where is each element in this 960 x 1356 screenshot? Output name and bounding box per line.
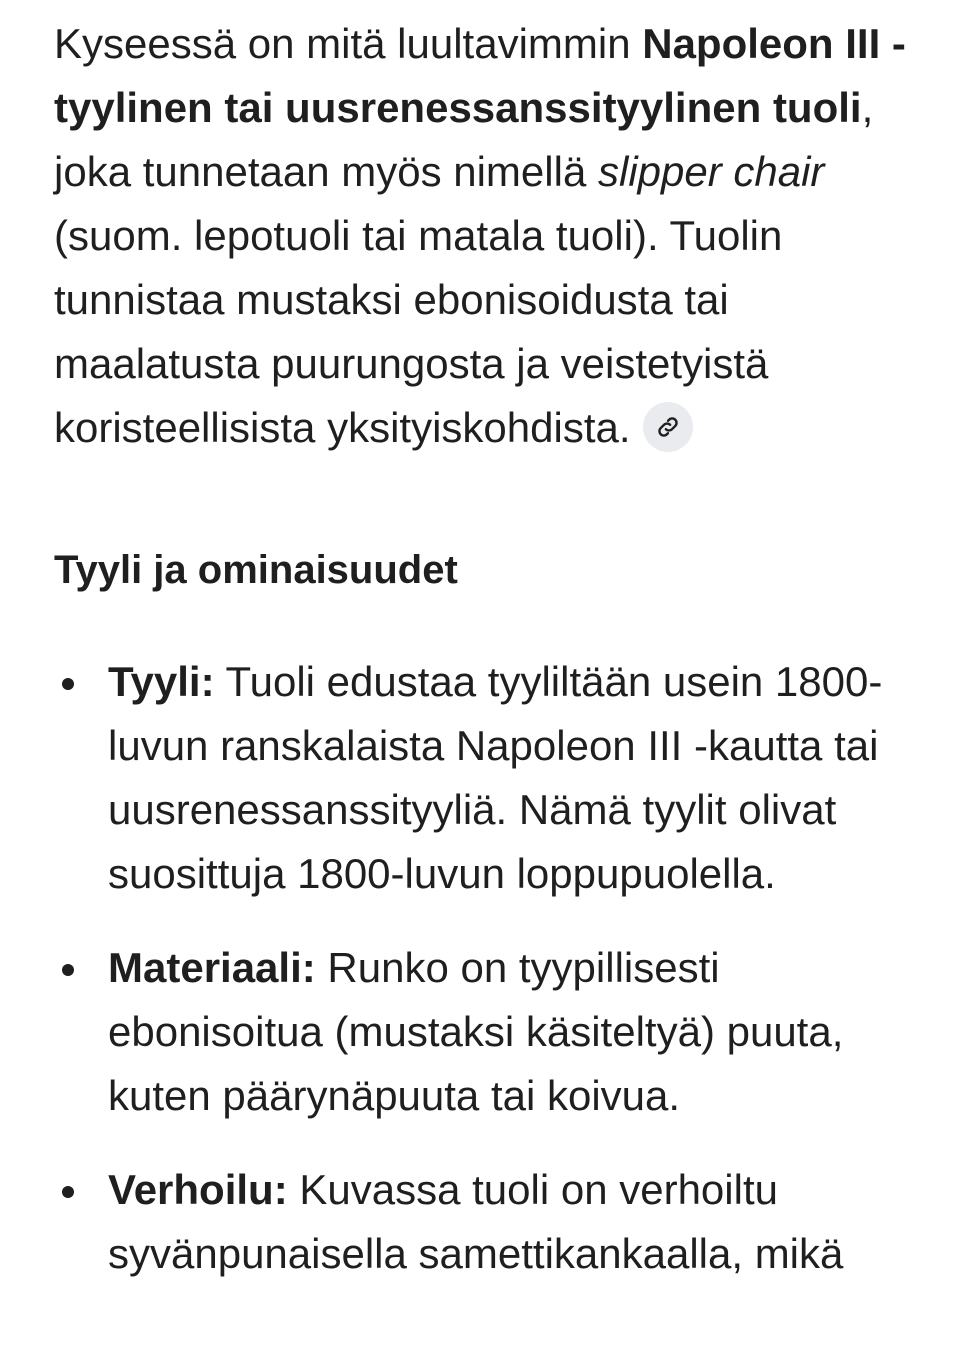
link-icon xyxy=(655,414,681,440)
list-item-text: Runko on tyypillisesti ebonisoitua (mustaksi käsiteltyä) puuta, kuten päärynäpuuta tai koivua. xyxy=(108,944,844,1119)
intro-text-1: Kyseessä on mitä luultavimmin xyxy=(54,20,643,67)
intro-text-3: (suom. lepotuoli tai matala tuoli). Tuolin tunnistaa mustaksi ebonisoidusta tai maalatusta puurungosta ja veistetyistä koristeellisista yksityiskohdista. xyxy=(54,212,783,451)
section-heading: Tyyli ja ominaisuudet xyxy=(54,548,458,592)
list-item-text: Tuoli edustaa tyyliltään usein 1800-luvun ranskalaista Napoleon III -kautta tai uusrenessanssityyliä. Nämä tyylit olivat suosittuja 1800-luvun loppupuolella. xyxy=(108,658,883,897)
bullet-dot xyxy=(62,678,74,690)
feature-list xyxy=(54,650,914,1286)
list-item-label: Verhoilu: xyxy=(108,1166,288,1213)
intro-text-2: , joka tunnetaan myös nimellä xyxy=(54,84,874,195)
list-item-label: Tyyli: xyxy=(108,658,215,705)
intro-italic-term: slipper chair xyxy=(597,148,825,195)
intro-paragraph xyxy=(54,12,914,460)
intro-bold-term: Napoleon III -tyylinen tai uusrenessanssityylinen tuoli xyxy=(54,20,906,131)
list-item xyxy=(54,1158,914,1286)
list-item xyxy=(54,650,914,906)
list-item-label: Materiaali: xyxy=(108,944,316,991)
list-item-text: Kuvassa tuoli on verhoiltu syvänpunaisella samettikankaalla, mikä xyxy=(108,1166,844,1277)
bullet-dot xyxy=(62,1186,74,1198)
citation-link-button[interactable] xyxy=(643,402,693,452)
list-item xyxy=(54,936,914,1128)
response-content xyxy=(54,12,914,1286)
bullet-dot xyxy=(62,964,74,976)
